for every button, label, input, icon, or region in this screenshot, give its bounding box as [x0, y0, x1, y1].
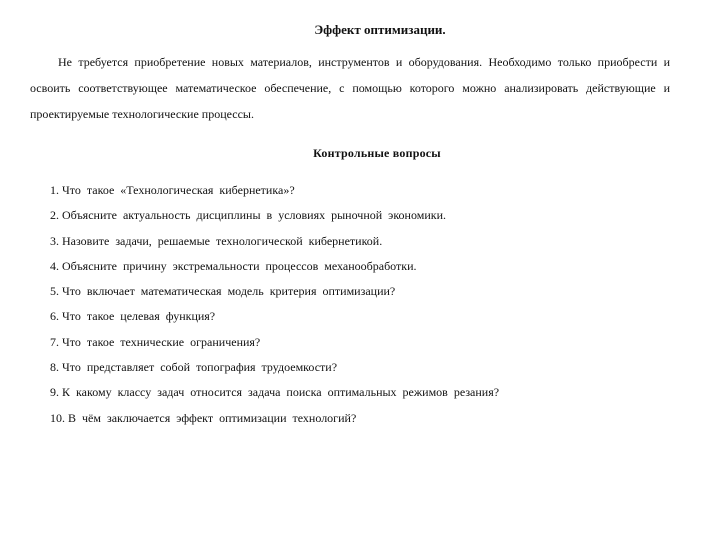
question-item	[50, 307, 690, 332]
questions-list	[50, 181, 690, 434]
question-text: В чём заключается эффект оптимизации технологий?	[68, 410, 357, 425]
question-text: Объясните причину экстремальности процессов механообработки.	[62, 258, 417, 273]
question-text: Что такое «Технологическая кибернетика»?	[62, 183, 295, 197]
question-item	[50, 383, 690, 408]
question-text: К какому классу задач относится задача поиска оптимальных режимов резания?	[62, 385, 500, 400]
question-item	[50, 206, 690, 231]
question-number: 8.	[50, 360, 59, 375]
question-item	[50, 358, 690, 383]
page-title: Эффект оптимизации.	[314, 22, 446, 37]
question-text: Назовите задачи, решаемые технологической кибернетикой.	[62, 233, 383, 248]
question-number: 4.	[50, 258, 59, 273]
question-text: Что представляет собой топография трудоемкости?	[62, 360, 338, 375]
question-number: 9.	[50, 385, 59, 400]
question-number: 6.	[50, 309, 59, 324]
question-item	[50, 181, 690, 206]
question-number: 5.	[50, 284, 59, 299]
question-item	[50, 232, 690, 257]
question-number: 1.	[50, 183, 59, 197]
section-heading: Контрольные вопросы	[313, 146, 441, 160]
question-number: 3.	[50, 233, 59, 248]
question-text: Что такое целевая функция?	[62, 309, 216, 324]
question-item	[50, 282, 690, 307]
intro-paragraph: Не требуется приобретение новых материалов, инструментов и оборудования. Необходимо только приобрести и освоить соответствующее математическое обеспечение, с помощью которого можно анализировать действующие и проектируемые технологические процессы.	[30, 55, 670, 121]
question-item	[50, 333, 690, 358]
question-number: 10.	[50, 410, 65, 425]
question-number: 2.	[50, 208, 59, 223]
question-text: Объясните актуальность дисциплины в условиях рыночной экономики.	[62, 208, 447, 223]
question-text: Что такое технические ограничения?	[62, 334, 261, 349]
question-text: Что включает математическая модель критерия оптимизации?	[62, 284, 396, 299]
question-item	[50, 409, 690, 434]
question-number: 7.	[50, 334, 59, 349]
question-item	[50, 257, 690, 282]
